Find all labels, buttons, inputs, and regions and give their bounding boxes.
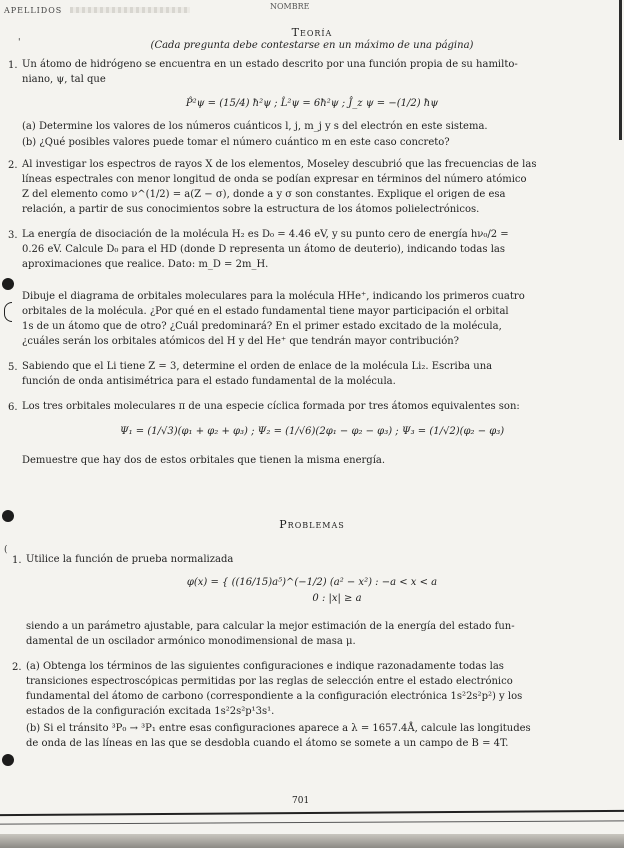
q1-line2: niano, ψ, tal que [22,74,106,85]
q5-line1: Sabiendo que el Li tiene Z = 3, determine el orden de enlace de la molécula Li₂. Escriba una [22,361,493,372]
p2-line4: estados de la configuración excitada 1s²2s²p¹3s¹. [26,706,275,717]
q3-number: 3. [8,230,18,241]
margin-rule [619,0,622,140]
q6-line2: Demuestre que hay dos de estos orbitales que tienen la misma energía. [22,455,386,466]
q3-line3: aproximaciones que realice. Dato: m_D = 2m_H. [22,259,269,270]
p1-line3: damental de un oscilador armónico monodimensional de masa μ. [26,636,356,647]
q1-part-b: (b) ¿Qué posibles valores puede tomar el número cuántico m en este caso concreto? [22,137,450,148]
punch-hole [2,754,14,766]
p2-line3: fundamental del átomo de carbono (correspondiente a la configuración electrónica 1s²2s²p²) y los [26,691,523,702]
q2-number: 2. [8,160,18,171]
p1-equation-row2: 0 : |x| ≥ a [312,593,362,604]
q1-line1: Un átomo de hidrógeno se encuentra en un estado descrito por una función propia de su hamilto- [22,59,518,70]
q4-line4: ¿cuáles serán los orbitales atómicos del H y del He⁺ que tendrán mayor contribución? [22,336,460,347]
q5-line2: función de onda antisimétrica para el estado fundamental de la molécula. [22,376,396,387]
scan-shadow [0,834,624,848]
q2-line2: líneas espectrales con menor longitud de onda se podían expresar en términos del número atómico [22,174,527,185]
q6-equation: Ψ₁ = (1/√3)(φ₁ + φ₂ + φ₃) ; Ψ₂ = (1/√6)(2φ₁ − φ₂ − φ₃) ; Ψ₃ = (1/√2)(φ₂ − φ₃) [119,426,505,437]
p1-equation-row1: φ(x) = { ((16/15)a⁵)^(−1/2) (a² − x²) : −a < x < a [186,577,438,588]
p2-line6: de onda de las líneas en las que se desdobla cuando el átomo se somete a un campo de B = 4T. [26,738,509,749]
q6-number: 6. [8,402,18,413]
q2-line3: Z del elemento como ν^(1/2) = a(Z − σ), donde a y σ son constantes. Explique el origen de esa [22,189,506,200]
q2-line1: Al investigar los espectros de rayos X de los elementos, Moseley descubrió que las frecuencias de las [22,159,537,170]
scan-edge-line [0,810,624,816]
q1-equation: P̂²ψ = (15/4) ħ²ψ ; L̂²ψ = 6ħ²ψ ; Ĵ_z ψ = −(1/2) ħψ [185,98,439,109]
p2-line5: (b) Si el tránsito ³P₀ → ³P₁ entre esas configuraciones aparece a λ = 1657.4Å, calcule las longitudes [26,723,531,734]
q4-line3: 1s de un átomo que de otro? ¿Cuál predominará? En el primer estado excitado de la molécula, [22,321,502,332]
q6-line1: Los tres orbitales moleculares π de una especie cíclica formada por tres átomos equivalentes son: [22,401,520,412]
q2-line4: relación, a partir de sus conocimientos sobre la estructura de los átomos polielectrónicos. [22,204,480,215]
punch-hole [2,278,14,290]
surname-label: APELLIDOS [4,6,63,15]
handwritten-name-smudge [70,7,190,13]
p2-line2: transiciones espectroscópicas permitidas por las reglas de selección entre el estado electrónico [26,676,513,687]
problems-title: Problemas [279,518,345,531]
p1-line2: siendo a un parámetro ajustable, para calcular la mejor estimación de la energía del estado fun- [26,621,515,632]
q1-number: 1. [8,60,18,71]
name-label: NOMBRE [270,2,310,11]
q3-line2: 0.26 eV. Calcule D₀ para el HD (donde D representa un átomo de deuterio), indicando todas las [22,244,505,255]
theory-title: Teoría [291,26,333,39]
p1-line1: Utilice la función de prueba normalizada [26,554,234,565]
q4-line1: Dibuje el diagrama de orbitales moleculares para la molécula HHe⁺, indicando los primeros cuatro [22,291,525,302]
q5-number: 5. [8,362,18,373]
stray-mark: ' [18,38,21,48]
p1-number: 1. [12,555,22,566]
page-number: 701 [292,796,310,806]
p2-number: 2. [12,662,22,673]
margin-bracket [4,302,12,322]
q1-part-a: (a) Determine los valores de los números cuánticos l, j, m_j y s del electrón en este sistema. [22,121,488,132]
p2-line1: (a) Obtenga los términos de las siguientes configuraciones e indique razonadamente todas las [26,661,504,672]
q4-line2: orbitales de la molécula. ¿Por qué en el estado fundamental tiene mayor participación el orbital [22,306,509,317]
theory-subtitle: (Cada pregunta debe contestarse en un máximo de una página) [150,40,474,51]
scan-edge-line [0,820,624,824]
q3-line1: La energía de disociación de la molécula H₂ es D₀ = 4.46 eV, y su punto cero de energía hν₀/2 = [22,229,509,240]
stray-mark: ( [4,545,8,555]
